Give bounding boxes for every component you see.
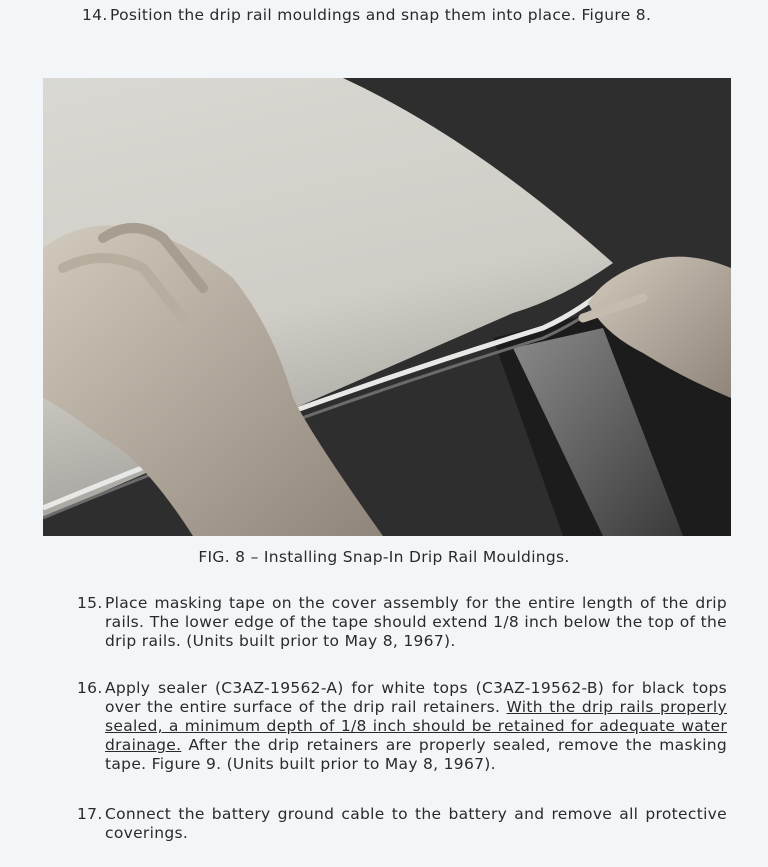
step-number: 15.	[77, 594, 103, 612]
underlined-note: With the drip rails properly sealed, a minimum depth of 1/8 inch should be retained for adequate water drainage.	[105, 698, 727, 754]
step-text: Position the drip rail mouldings and snap them into place. Figure 8.	[110, 6, 652, 24]
step-text-part: After the drip retainers are properly sealed, remove the masking tape. Figure 9. (Units built prior to May 8, 1967).	[105, 736, 727, 773]
step-number: 16.	[77, 679, 103, 697]
step-number: 14.	[82, 6, 108, 24]
step-text: Place masking tape on the cover assembly for the entire length of the drip rails. The lower edge of the tape should extend 1/8 inch below the top of the drip rails. (Units built prior to May 8, 1967).	[105, 594, 727, 650]
step-text-part: Apply sealer (C3AZ-19562-A) for white tops (C3AZ-19562-B) for black tops over the entire surface of the drip rail retainers.	[105, 679, 727, 716]
step-number: 17.	[77, 805, 103, 823]
figure-8-photo	[43, 78, 731, 536]
figure-caption: FIG. 8 – Installing Snap-In Drip Rail Mouldings.	[198, 548, 570, 566]
step-text	[105, 679, 727, 774]
step-text: Connect the battery ground cable to the battery and remove all protective coverings.	[105, 805, 727, 842]
